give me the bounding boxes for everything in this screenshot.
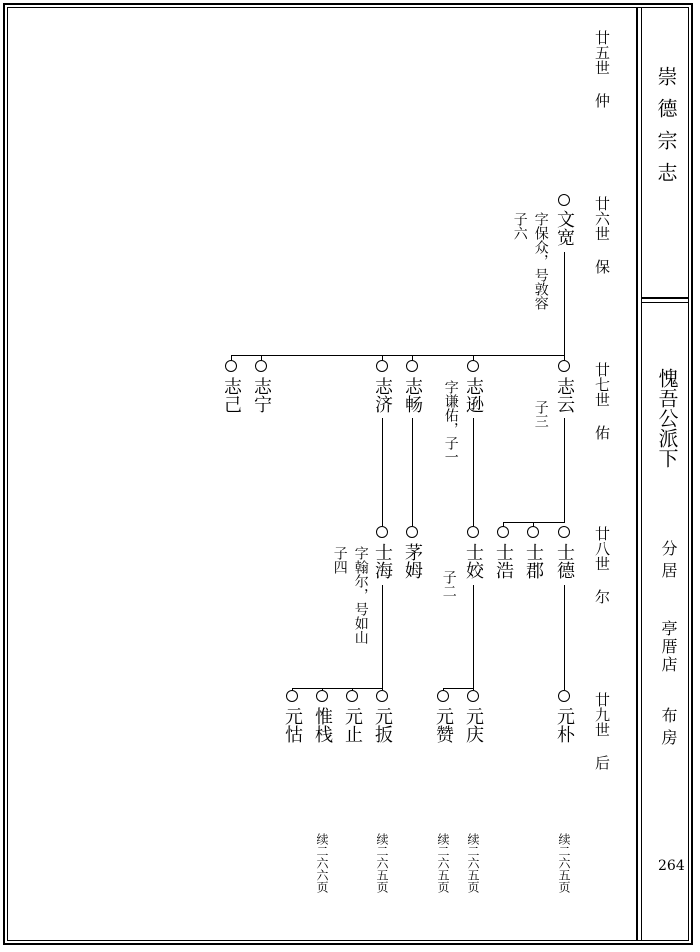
person-name: 志逊 bbox=[463, 377, 484, 413]
person-name: 士海 bbox=[372, 543, 393, 579]
tree-line bbox=[473, 418, 474, 526]
person-name: 志己 bbox=[221, 377, 242, 413]
person-marker bbox=[406, 360, 418, 372]
person-marker bbox=[558, 360, 570, 372]
continuation-note: 续二六五页 bbox=[466, 833, 480, 893]
continuation-note: 续二六五页 bbox=[375, 833, 389, 893]
person-note: 子六 bbox=[511, 212, 528, 240]
continuation-note: 续二六六页 bbox=[315, 833, 329, 893]
generation-25: 廿五世 仲 bbox=[593, 30, 611, 108]
tree-line bbox=[564, 418, 565, 522]
generation-28: 廿八世 尔 bbox=[593, 526, 611, 604]
person-name: 元止 bbox=[342, 707, 363, 743]
person-name: 茅姆 bbox=[402, 543, 423, 579]
person-note: 子四 bbox=[331, 546, 348, 574]
tree-line bbox=[473, 585, 474, 690]
person-name: 元赞 bbox=[433, 707, 454, 743]
person-name: 志济 bbox=[372, 377, 393, 413]
residence-house: 布房 bbox=[659, 707, 678, 751]
person-note: 字谦佑，子一 bbox=[442, 380, 459, 464]
person-marker bbox=[497, 526, 509, 538]
person-marker bbox=[376, 526, 388, 538]
person-note: 字翰尔，号如山 bbox=[352, 546, 369, 644]
residence-label: 分居 bbox=[659, 540, 678, 584]
person-name: 志云 bbox=[554, 377, 575, 413]
person-name: 元庆 bbox=[463, 707, 484, 743]
person-name: 士姣 bbox=[463, 543, 484, 579]
person-marker bbox=[346, 690, 358, 702]
person-marker bbox=[558, 690, 570, 702]
person-note: 字保众，号敦容 bbox=[532, 212, 549, 310]
continuation-note: 续二六五页 bbox=[557, 833, 571, 893]
tree-line bbox=[503, 522, 565, 523]
generation-26: 廿六世 保 bbox=[593, 196, 611, 274]
person-name: 元怙 bbox=[282, 707, 303, 743]
person-marker bbox=[255, 360, 267, 372]
person-name: 惟栈 bbox=[312, 707, 333, 743]
person-marker bbox=[467, 526, 479, 538]
tree-line bbox=[231, 355, 565, 356]
person-marker bbox=[558, 194, 570, 206]
tree-line bbox=[292, 688, 383, 689]
residence-place: 亭厝店 bbox=[659, 620, 678, 674]
sidebar-divider-left-2 bbox=[641, 7, 642, 941]
person-name: 士德 bbox=[554, 543, 575, 579]
person-note: 子二 bbox=[440, 570, 457, 598]
page-number: 264 bbox=[658, 858, 685, 874]
generation-29: 廿九世 后 bbox=[593, 692, 611, 770]
sidebar-divider-top-2 bbox=[641, 302, 689, 303]
person-marker bbox=[467, 690, 479, 702]
person-marker bbox=[406, 526, 418, 538]
section-title: 愧吾公派下 bbox=[655, 368, 679, 468]
person-name: 文宽 bbox=[554, 210, 575, 246]
tree-line bbox=[564, 252, 565, 355]
tree-line bbox=[443, 688, 474, 689]
sidebar-divider-left bbox=[636, 7, 638, 941]
person-marker bbox=[376, 690, 388, 702]
person-name: 元扳 bbox=[372, 707, 393, 743]
person-marker bbox=[437, 690, 449, 702]
person-marker bbox=[225, 360, 237, 372]
person-marker bbox=[527, 526, 539, 538]
generation-27: 廿七世 佑 bbox=[593, 362, 611, 440]
person-name: 士浩 bbox=[493, 543, 514, 579]
person-note: 子三 bbox=[532, 400, 549, 428]
sidebar-divider-top bbox=[641, 297, 689, 299]
tree-line bbox=[382, 585, 383, 690]
tree-line bbox=[412, 418, 413, 526]
continuation-note: 续二六五页 bbox=[436, 833, 450, 893]
book-title: 崇德宗志 bbox=[654, 66, 678, 194]
person-marker bbox=[558, 526, 570, 538]
tree-line bbox=[564, 585, 565, 690]
person-marker bbox=[467, 360, 479, 372]
person-marker bbox=[286, 690, 298, 702]
person-name: 元朴 bbox=[554, 707, 575, 743]
person-name: 志畅 bbox=[402, 377, 423, 413]
person-marker bbox=[376, 360, 388, 372]
person-name: 志宁 bbox=[251, 377, 272, 413]
tree-line bbox=[382, 418, 383, 526]
page-border-inner bbox=[7, 7, 689, 941]
person-name: 士郡 bbox=[523, 543, 544, 579]
person-marker bbox=[316, 690, 328, 702]
